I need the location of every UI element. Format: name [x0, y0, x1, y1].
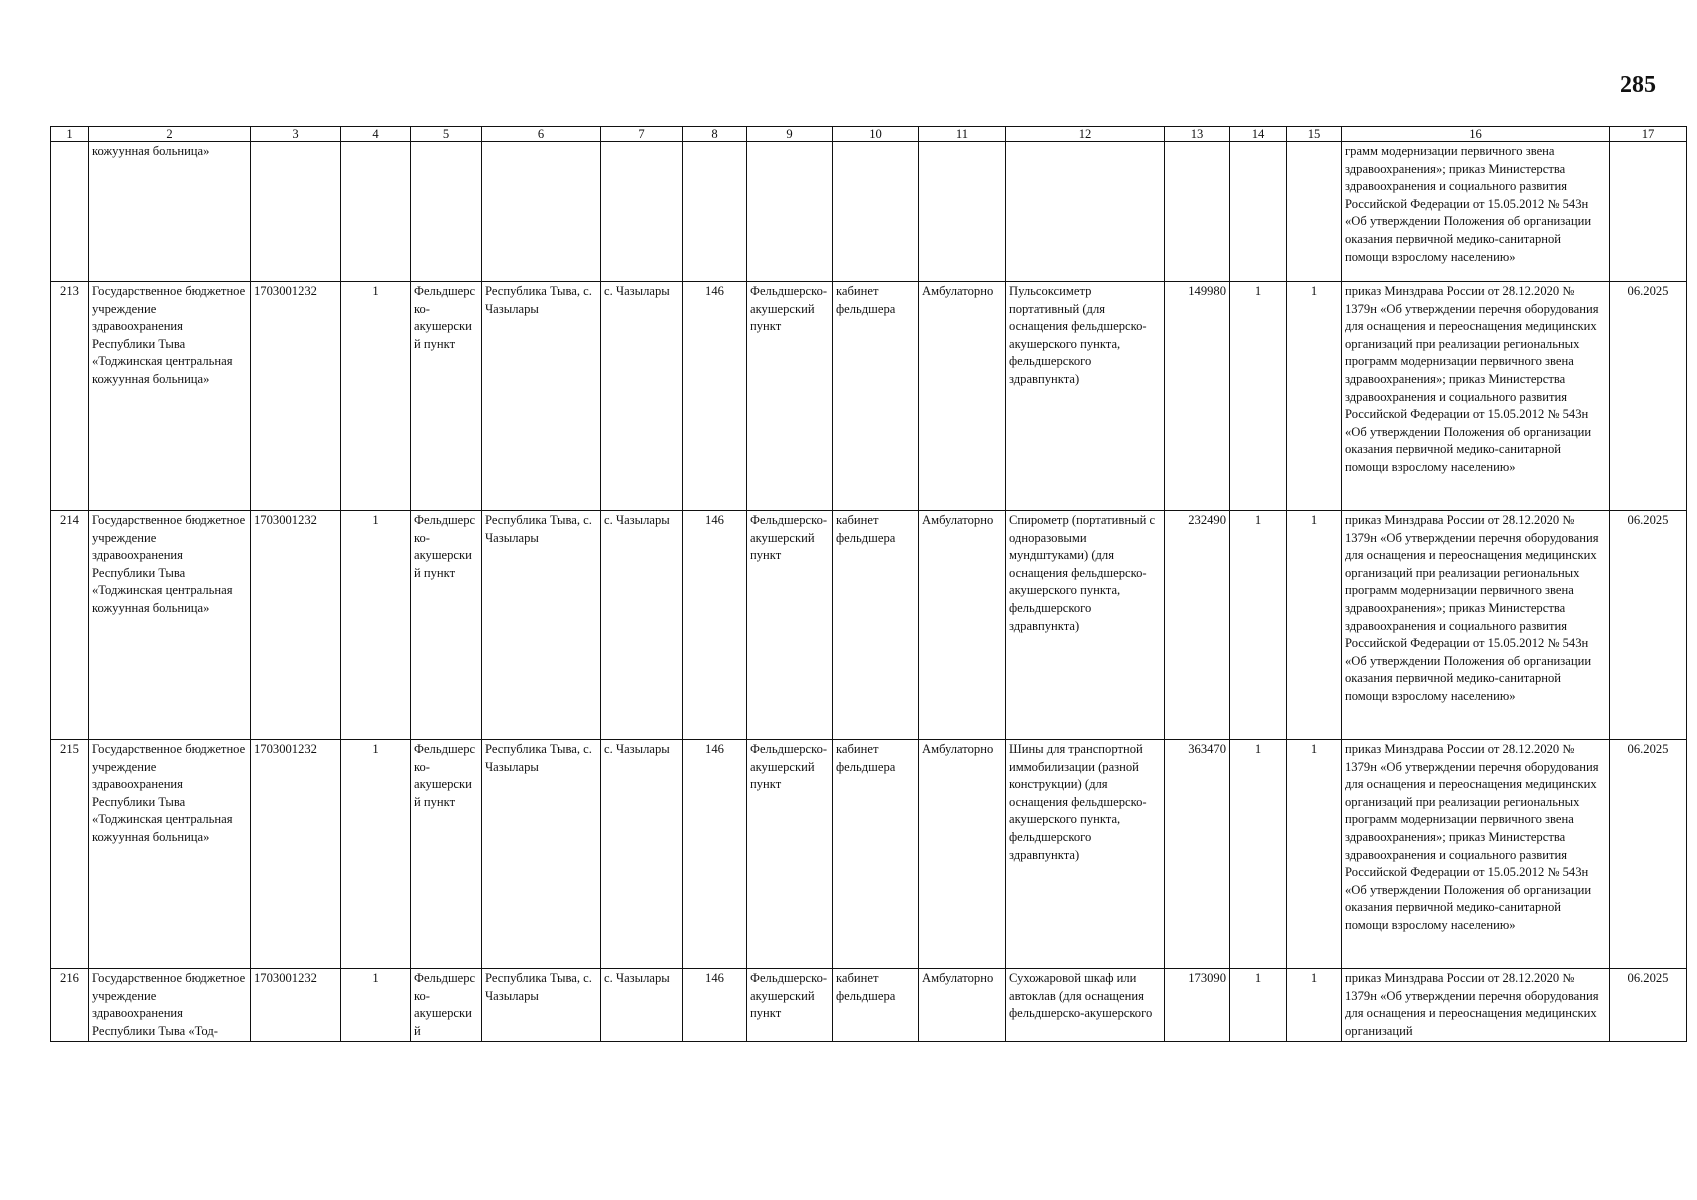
column-number-row [51, 127, 1687, 142]
column-header: 1 [51, 127, 89, 142]
inn-cell: 1703001232 [251, 740, 341, 969]
unit-cell: Фельдшерско-акушерский пункт [747, 511, 833, 740]
count-cell: 1 [341, 511, 411, 740]
population-cell: 146 [683, 511, 747, 740]
date-cell: 06.2025 [1610, 969, 1687, 1042]
date-cell: 06.2025 [1610, 282, 1687, 511]
column-header: 13 [1165, 127, 1230, 142]
org-name-cell: кожуунная больница» [89, 142, 251, 282]
legal-basis-cell: грамм модернизации первичного звена здравоохранения»; приказ Министерства здравоохранения и социального развития Российской Федерации от 15.05.2012 № 543н «Об утверждении Положения об организации оказания первичной медико-санитарной помощи взрослому населению» [1342, 142, 1610, 282]
table-row [51, 282, 1687, 511]
address-cell: Республика Тыва, с. Чазылары [482, 740, 601, 969]
room-cell: кабинет фельдшера [833, 740, 919, 969]
settlement-cell: с. Чазылары [601, 740, 683, 969]
care-form-cell: Амбулаторно [919, 511, 1006, 740]
continuation-row [51, 142, 1687, 282]
price-cell: 149980 [1165, 282, 1230, 511]
address-cell: Республика Тыва, с. Чазылары [482, 282, 601, 511]
column-header: 12 [1006, 127, 1165, 142]
table-row [51, 740, 1687, 969]
table-row [51, 969, 1687, 1042]
price-cell: 173090 [1165, 969, 1230, 1042]
column-header: 15 [1287, 127, 1342, 142]
quantity-cell: 1 [1230, 740, 1287, 969]
population-cell: 146 [683, 740, 747, 969]
column-header: 8 [683, 127, 747, 142]
column-header: 6 [482, 127, 601, 142]
quantity-cell: 1 [1287, 740, 1342, 969]
org-name-cell: Государственное бюджетное учреждение здравоохранения Республики Тыва «Тоджинская центральная кожуунная больница» [89, 282, 251, 511]
column-header: 10 [833, 127, 919, 142]
quantity-cell: 1 [1230, 969, 1287, 1042]
equipment-cell: Шины для транспортной иммобилизации (разной конструкции) (для оснащения фельдшерско-акушерского пункта, фельдшерского здравпункта) [1006, 740, 1165, 969]
column-header: 14 [1230, 127, 1287, 142]
column-header: 5 [411, 127, 482, 142]
row-number: 214 [51, 511, 89, 740]
row-number: 216 [51, 969, 89, 1042]
address-cell: Республика Тыва, с. Чазылары [482, 511, 601, 740]
count-cell: 1 [341, 282, 411, 511]
equipment-cell: Спирометр (портативный с одноразовыми мундштуками) (для оснащения фельдшерско-акушерского пункта, фельдшерского здравпункта) [1006, 511, 1165, 740]
quantity-cell: 1 [1230, 282, 1287, 511]
facility-type-cell: Фельдшерско-акушерский пункт [411, 282, 482, 511]
population-cell: 146 [683, 969, 747, 1042]
equipment-table [50, 126, 1687, 1042]
row-number: 213 [51, 282, 89, 511]
column-header: 2 [89, 127, 251, 142]
care-form-cell: Амбулаторно [919, 969, 1006, 1042]
population-cell: 146 [683, 282, 747, 511]
org-name-cell: Государственное бюджетное учреждение здравоохранения Республики Тыва «Тод- [89, 969, 251, 1042]
facility-type-cell: Фельдшерско-акушерский пункт [411, 740, 482, 969]
quantity-cell: 1 [1287, 282, 1342, 511]
date-cell: 06.2025 [1610, 511, 1687, 740]
row-number: 215 [51, 740, 89, 969]
care-form-cell: Амбулаторно [919, 740, 1006, 969]
room-cell: кабинет фельдшера [833, 511, 919, 740]
legal-basis-cell: приказ Минздрава России от 28.12.2020 № 1379н «Об утверждении перечня оборудования для оснащения и переоснащения медицинских организаций при реализации региональных программ модернизации первичного звена здравоохранения»; приказ Министерства здравоохранения и социального развития Российской Федерации от 15.05.2012 № 543н «Об утверждении Положения об организации оказания первичной медико-санитарной помощи взрослому населению» [1342, 282, 1610, 511]
quantity-cell: 1 [1287, 511, 1342, 740]
room-cell: кабинет фельдшера [833, 282, 919, 511]
inn-cell: 1703001232 [251, 282, 341, 511]
settlement-cell: с. Чазылары [601, 969, 683, 1042]
room-cell: кабинет фельдшера [833, 969, 919, 1042]
count-cell: 1 [341, 740, 411, 969]
settlement-cell: с. Чазылары [601, 282, 683, 511]
equipment-cell: Сухожаровой шкаф или автоклав (для оснащения фельдшерско-акушерского [1006, 969, 1165, 1042]
facility-type-cell: Фельдшерско-акушерский пункт [411, 511, 482, 740]
org-name-cell: Государственное бюджетное учреждение здравоохранения Республики Тыва «Тоджинская центральная кожуунная больница» [89, 740, 251, 969]
equipment-cell: Пульсоксиметр портативный (для оснащения фельдшерско-акушерского пункта, фельдшерского здравпункта) [1006, 282, 1165, 511]
column-header: 11 [919, 127, 1006, 142]
facility-type-cell: Фельдшерско-акушерский [411, 969, 482, 1042]
legal-basis-cell: приказ Минздрава России от 28.12.2020 № 1379н «Об утверждении перечня оборудования для оснащения и переоснащения медицинских организаций при реализации региональных программ модернизации первичного звена здравоохранения»; приказ Министерства здравоохранения и социального развития Российской Федерации от 15.05.2012 № 543н «Об утверждении Положения об организации оказания первичной медико-санитарной помощи взрослому населению» [1342, 740, 1610, 969]
column-header: 7 [601, 127, 683, 142]
column-header: 16 [1342, 127, 1610, 142]
unit-cell: Фельдшерско-акушерский пункт [747, 740, 833, 969]
settlement-cell: с. Чазылары [601, 511, 683, 740]
count-cell: 1 [341, 969, 411, 1042]
quantity-cell: 1 [1287, 969, 1342, 1042]
legal-basis-cell: приказ Минздрава России от 28.12.2020 № 1379н «Об утверждении перечня оборудования для оснащения и переоснащения медицинских организаций [1342, 969, 1610, 1042]
inn-cell: 1703001232 [251, 511, 341, 740]
price-cell: 363470 [1165, 740, 1230, 969]
org-name-cell: Государственное бюджетное учреждение здравоохранения Республики Тыва «Тоджинская центральная кожуунная больница» [89, 511, 251, 740]
unit-cell: Фельдшерско-акушерский пункт [747, 282, 833, 511]
inn-cell: 1703001232 [251, 969, 341, 1042]
care-form-cell: Амбулаторно [919, 282, 1006, 511]
quantity-cell: 1 [1230, 511, 1287, 740]
column-header: 4 [341, 127, 411, 142]
table-row [51, 511, 1687, 740]
price-cell: 232490 [1165, 511, 1230, 740]
unit-cell: Фельдшерско-акушерский пункт [747, 969, 833, 1042]
page-number: 285 [1620, 72, 1656, 98]
column-header: 17 [1610, 127, 1687, 142]
address-cell: Республика Тыва, с. Чазылары [482, 969, 601, 1042]
legal-basis-cell: приказ Минздрава России от 28.12.2020 № 1379н «Об утверждении перечня оборудования для оснащения и переоснащения медицинских организаций при реализации региональных программ модернизации первичного звена здравоохранения»; приказ Министерства здравоохранения и социального развития Российской Федерации от 15.05.2012 № 543н «Об утверждении Положения об организации оказания первичной медико-санитарной помощи взрослому населению» [1342, 511, 1610, 740]
column-header: 3 [251, 127, 341, 142]
date-cell: 06.2025 [1610, 740, 1687, 969]
column-header: 9 [747, 127, 833, 142]
